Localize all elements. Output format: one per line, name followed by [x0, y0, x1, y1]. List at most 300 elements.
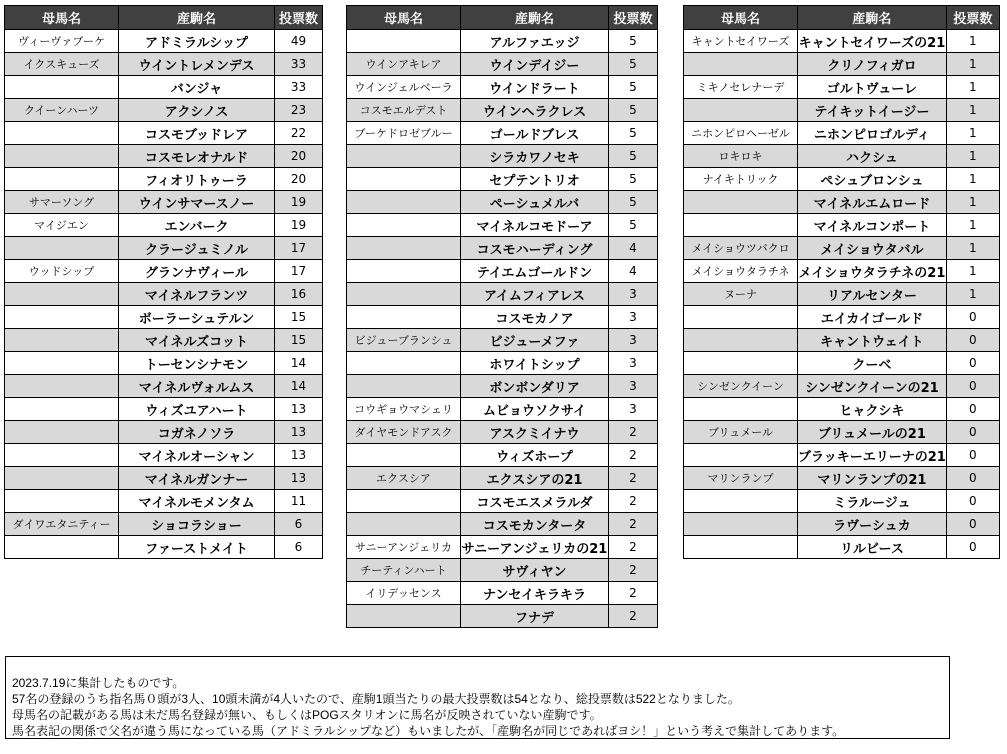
votes-cell: 16: [275, 283, 323, 306]
foal-cell: コスモカノア: [461, 306, 609, 329]
votes-cell: 0: [946, 467, 999, 490]
votes-cell: 23: [275, 99, 323, 122]
table-row: [347, 30, 658, 53]
foal-cell: コスモブッドレア: [119, 122, 275, 145]
header-row: [5, 6, 323, 30]
votes-cell: 6: [275, 536, 323, 559]
foal-cell: マイネルガンナー: [119, 467, 275, 490]
foal-cell: メイショウタバル: [798, 237, 947, 260]
mare-cell: [347, 306, 461, 329]
votes-cell: 3: [609, 398, 658, 421]
votes-cell: 5: [609, 122, 658, 145]
votes-cell: 13: [275, 467, 323, 490]
vote-table-1: [4, 5, 323, 559]
votes-cell: 13: [275, 421, 323, 444]
foal-cell: グランナヴィール: [119, 260, 275, 283]
votes-cell: 2: [609, 582, 658, 605]
mare-cell: ヌーナ: [684, 283, 798, 306]
mare-cell: [684, 398, 798, 421]
foal-cell: リルビース: [798, 536, 947, 559]
mare-cell: ウインアキレア: [347, 53, 461, 76]
mare-cell: [5, 444, 119, 467]
table-row: [5, 260, 323, 283]
mare-cell: [5, 490, 119, 513]
table-row: [684, 283, 1000, 306]
table-row: [5, 421, 323, 444]
votes-cell: 19: [275, 191, 323, 214]
table-row: [347, 214, 658, 237]
foal-cell: サニーアンジェリカの21: [461, 536, 609, 559]
mare-cell: シンゼンクイーン: [684, 375, 798, 398]
mare-cell: [347, 237, 461, 260]
table-row: [684, 375, 1000, 398]
header-mare: 母馬名: [5, 6, 119, 30]
foal-cell: アドミラルシップ: [119, 30, 275, 53]
votes-cell: 2: [609, 467, 658, 490]
table-row: [5, 467, 323, 490]
votes-cell: 0: [946, 444, 999, 467]
mare-cell: [5, 283, 119, 306]
table-row: [5, 76, 323, 99]
mare-cell: [347, 605, 461, 628]
table-row: [684, 191, 1000, 214]
mare-cell: [5, 421, 119, 444]
votes-cell: 19: [275, 214, 323, 237]
table-row: [347, 260, 658, 283]
table-row: [5, 306, 323, 329]
foal-cell: コスモカンタータ: [461, 513, 609, 536]
table-row: [684, 536, 1000, 559]
foal-cell: マイネルズコット: [119, 329, 275, 352]
foal-cell: ウィズホープ: [461, 444, 609, 467]
votes-cell: 3: [609, 375, 658, 398]
foal-cell: テイエムゴールドン: [461, 260, 609, 283]
mare-cell: [347, 214, 461, 237]
mare-cell: キャントセイワーズ: [684, 30, 798, 53]
votes-cell: 17: [275, 260, 323, 283]
table-row: [684, 260, 1000, 283]
foal-cell: テイキットイージー: [798, 99, 947, 122]
table-row: [5, 237, 323, 260]
votes-cell: 4: [609, 237, 658, 260]
votes-cell: 1: [946, 214, 999, 237]
foal-cell: キャントセイワーズの21: [798, 30, 947, 53]
votes-cell: 5: [609, 30, 658, 53]
mare-cell: [5, 467, 119, 490]
mare-cell: [5, 168, 119, 191]
note-line: 57名の登録のうち指名馬０頭が3人、10頭未満が4人いたので、産駒1頭当たりの最大投票数は54となり、総投票数は522となりました。: [12, 692, 740, 706]
votes-cell: 49: [275, 30, 323, 53]
votes-cell: 33: [275, 76, 323, 99]
table-row: [684, 237, 1000, 260]
mare-cell: [684, 306, 798, 329]
votes-cell: 1: [946, 122, 999, 145]
mare-cell: チーティンハート: [347, 559, 461, 582]
header-row: [684, 6, 1000, 30]
foal-cell: ファーストメイト: [119, 536, 275, 559]
foal-cell: セプテントリオ: [461, 168, 609, 191]
foal-cell: ウイントレメンデス: [119, 53, 275, 76]
table-row: [684, 398, 1000, 421]
votes-cell: 5: [609, 76, 658, 99]
votes-cell: 0: [946, 398, 999, 421]
mare-cell: [684, 536, 798, 559]
table-row: [5, 168, 323, 191]
votes-cell: 0: [946, 329, 999, 352]
foal-cell: ゴールドブレス: [461, 122, 609, 145]
foal-cell: マイネルエムロード: [798, 191, 947, 214]
header-row: [347, 6, 658, 30]
notes-box: [5, 656, 950, 739]
votes-cell: 5: [609, 168, 658, 191]
mare-cell: コウギョウマシェリ: [347, 398, 461, 421]
table-row: [347, 513, 658, 536]
mare-cell: エクスシア: [347, 467, 461, 490]
mare-cell: [347, 283, 461, 306]
foal-cell: コスモレオナルド: [119, 145, 275, 168]
mare-cell: ロキロキ: [684, 145, 798, 168]
mare-cell: [684, 513, 798, 536]
mare-cell: [347, 145, 461, 168]
table-row: [347, 421, 658, 444]
table-row: [684, 122, 1000, 145]
votes-cell: 3: [609, 306, 658, 329]
mare-cell: ビジューブランシュ: [347, 329, 461, 352]
votes-cell: 2: [609, 490, 658, 513]
mare-cell: コスモエルデスト: [347, 99, 461, 122]
table-row: [347, 237, 658, 260]
foal-cell: ムビョウソクサイ: [461, 398, 609, 421]
header-votes: 投票数: [275, 6, 323, 30]
table-row: [5, 329, 323, 352]
votes-cell: 5: [609, 99, 658, 122]
votes-cell: 1: [946, 260, 999, 283]
votes-cell: 1: [946, 283, 999, 306]
foal-cell: ビジューメファ: [461, 329, 609, 352]
votes-cell: 13: [275, 398, 323, 421]
foal-cell: マイネルコンポート: [798, 214, 947, 237]
mare-cell: ブーケドロゼブルー: [347, 122, 461, 145]
votes-cell: 1: [946, 191, 999, 214]
table-row: [684, 352, 1000, 375]
foal-cell: マイネルモメンタム: [119, 490, 275, 513]
mare-cell: ウッドシップ: [5, 260, 119, 283]
table-row: [5, 398, 323, 421]
mare-cell: [347, 490, 461, 513]
votes-cell: 15: [275, 306, 323, 329]
votes-cell: 22: [275, 122, 323, 145]
foal-cell: エイカイゴールド: [798, 306, 947, 329]
foal-cell: シンゼンクイーンの21: [798, 375, 947, 398]
foal-cell: ボーラーシュテルン: [119, 306, 275, 329]
table-row: [347, 444, 658, 467]
table-row: [347, 283, 658, 306]
table-row: [684, 214, 1000, 237]
mare-cell: [684, 191, 798, 214]
votes-cell: 20: [275, 168, 323, 191]
mare-cell: [5, 398, 119, 421]
votes-cell: 5: [609, 53, 658, 76]
header-foal: 産駒名: [798, 6, 947, 30]
foal-cell: アルファエッジ: [461, 30, 609, 53]
mare-cell: [347, 168, 461, 191]
mare-cell: ダイヤモンドアスク: [347, 421, 461, 444]
votes-cell: 1: [946, 237, 999, 260]
votes-cell: 0: [946, 536, 999, 559]
table-row: [347, 145, 658, 168]
foal-cell: メイショウタラチネの21: [798, 260, 947, 283]
foal-cell: マイネルオーシャン: [119, 444, 275, 467]
vote-table-3: [683, 5, 1000, 559]
table-row: [347, 122, 658, 145]
table-row: [347, 306, 658, 329]
table-row: [5, 99, 323, 122]
mare-cell: [684, 444, 798, 467]
foal-cell: マリンランプの21: [798, 467, 947, 490]
foal-cell: ニホンピロゴルディ: [798, 122, 947, 145]
votes-cell: 13: [275, 444, 323, 467]
mare-cell: サニーアンジェリカ: [347, 536, 461, 559]
note-line: 2023.7.19に集計したものです。: [12, 676, 185, 690]
foal-cell: ウインヘラクレス: [461, 99, 609, 122]
foal-cell: シラカワノセキ: [461, 145, 609, 168]
table-row: [684, 168, 1000, 191]
mare-cell: [347, 444, 461, 467]
votes-cell: 14: [275, 375, 323, 398]
foal-cell: ショコラショー: [119, 513, 275, 536]
table-row: [347, 559, 658, 582]
foal-cell: マイネルフランツ: [119, 283, 275, 306]
foal-cell: ミラルージュ: [798, 490, 947, 513]
foal-cell: エンバーク: [119, 214, 275, 237]
votes-cell: 1: [946, 99, 999, 122]
votes-cell: 0: [946, 352, 999, 375]
votes-cell: 20: [275, 145, 323, 168]
votes-cell: 5: [609, 191, 658, 214]
votes-cell: 5: [609, 214, 658, 237]
table-row: [5, 513, 323, 536]
table-row: [347, 329, 658, 352]
table-row: [5, 352, 323, 375]
mare-cell: [5, 145, 119, 168]
table-row: [347, 582, 658, 605]
mare-cell: メイショウタラチネ: [684, 260, 798, 283]
table-row: [684, 76, 1000, 99]
table-row: [5, 536, 323, 559]
votes-cell: 17: [275, 237, 323, 260]
mare-cell: [5, 306, 119, 329]
table-row: [5, 53, 323, 76]
mare-cell: [684, 99, 798, 122]
votes-cell: 2: [609, 559, 658, 582]
foal-cell: サヴィヤン: [461, 559, 609, 582]
mare-cell: [684, 214, 798, 237]
table-row: [684, 467, 1000, 490]
mare-cell: ダイワエタニティー: [5, 513, 119, 536]
table-row: [5, 444, 323, 467]
table-row: [5, 191, 323, 214]
mare-cell: マイジエン: [5, 214, 119, 237]
mare-cell: [5, 76, 119, 99]
foal-cell: ブリュメールの21: [798, 421, 947, 444]
votes-cell: 5: [609, 145, 658, 168]
foal-cell: コスモハーディング: [461, 237, 609, 260]
votes-cell: 3: [609, 352, 658, 375]
table-row: [5, 145, 323, 168]
table-row: [347, 398, 658, 421]
mare-cell: イクスキューズ: [5, 53, 119, 76]
votes-cell: 2: [609, 513, 658, 536]
foal-cell: ホワイトシップ: [461, 352, 609, 375]
votes-cell: 2: [609, 421, 658, 444]
table-row: [347, 53, 658, 76]
foal-cell: ペシュブロンシュ: [798, 168, 947, 191]
mare-cell: サマーソング: [5, 191, 119, 214]
mare-cell: [347, 30, 461, 53]
votes-cell: 15: [275, 329, 323, 352]
foal-cell: フィオリトゥーラ: [119, 168, 275, 191]
mare-cell: [5, 329, 119, 352]
mare-cell: ミキノセレナーデ: [684, 76, 798, 99]
foal-cell: リアルセンター: [798, 283, 947, 306]
table-row: [5, 122, 323, 145]
header-foal: 産駒名: [119, 6, 275, 30]
votes-cell: 1: [946, 145, 999, 168]
table-row: [5, 490, 323, 513]
table-row: [347, 605, 658, 628]
mare-cell: [684, 53, 798, 76]
votes-cell: 2: [609, 444, 658, 467]
foal-cell: アクシノス: [119, 99, 275, 122]
votes-cell: 11: [275, 490, 323, 513]
foal-cell: コスモエスメラルダ: [461, 490, 609, 513]
foal-cell: クーベ: [798, 352, 947, 375]
mare-cell: [347, 513, 461, 536]
votes-cell: 0: [946, 421, 999, 444]
mare-cell: [5, 352, 119, 375]
table-row: [347, 467, 658, 490]
table-row: [684, 329, 1000, 352]
table-row: [684, 306, 1000, 329]
table-row: [684, 513, 1000, 536]
foal-cell: ヒャクシキ: [798, 398, 947, 421]
mare-cell: マリンランプ: [684, 467, 798, 490]
table-row: [5, 30, 323, 53]
mare-cell: ニホンピロヘーゼル: [684, 122, 798, 145]
foal-cell: クラージュミノル: [119, 237, 275, 260]
header-foal: 産駒名: [461, 6, 609, 30]
mare-cell: [5, 375, 119, 398]
mare-cell: [347, 191, 461, 214]
foal-cell: ハクシュ: [798, 145, 947, 168]
foal-cell: キャントウェイト: [798, 329, 947, 352]
foal-cell: アスクミイナウ: [461, 421, 609, 444]
table-row: [347, 536, 658, 559]
votes-cell: 3: [609, 283, 658, 306]
table-row: [347, 76, 658, 99]
table-row: [347, 352, 658, 375]
mare-cell: [347, 352, 461, 375]
mare-cell: [5, 237, 119, 260]
table-row: [684, 421, 1000, 444]
foal-cell: マイネルコモドーア: [461, 214, 609, 237]
table-row: [684, 53, 1000, 76]
table-row: [347, 168, 658, 191]
note-line: 馬名表記の関係で父名が違う馬になっている馬（アドミラルシップなど）もいましたが、「産駒名が同じであればヨシ！」という考えで集計してあります。: [12, 724, 845, 738]
votes-cell: 1: [946, 30, 999, 53]
votes-cell: 33: [275, 53, 323, 76]
table-row: [5, 214, 323, 237]
table-row: [5, 283, 323, 306]
foal-cell: コガネノソラ: [119, 421, 275, 444]
mare-cell: [347, 260, 461, 283]
foal-cell: マイネルヴォルムス: [119, 375, 275, 398]
mare-cell: [684, 490, 798, 513]
votes-cell: 0: [946, 513, 999, 536]
votes-cell: 14: [275, 352, 323, 375]
mare-cell: クイーンハーツ: [5, 99, 119, 122]
votes-cell: 2: [609, 536, 658, 559]
foal-cell: ラヴーシュカ: [798, 513, 947, 536]
vote-table-2: [346, 5, 658, 628]
votes-cell: 6: [275, 513, 323, 536]
foal-cell: ゴルトヴューレ: [798, 76, 947, 99]
votes-cell: 1: [946, 168, 999, 191]
votes-cell: 0: [946, 490, 999, 513]
mare-cell: ウインジェルベーラ: [347, 76, 461, 99]
foal-cell: ボンボンダリア: [461, 375, 609, 398]
votes-cell: 1: [946, 76, 999, 99]
mare-cell: [5, 536, 119, 559]
mare-cell: ヴィーヴァブーケ: [5, 30, 119, 53]
foal-cell: アイムフィアレス: [461, 283, 609, 306]
header-votes: 投票数: [946, 6, 999, 30]
foal-cell: トーセンシナモン: [119, 352, 275, 375]
mare-cell: イリデッセンス: [347, 582, 461, 605]
foal-cell: ウィズユアハート: [119, 398, 275, 421]
foal-cell: ブラッキーエリーナの21: [798, 444, 947, 467]
table-row: [684, 99, 1000, 122]
note-line: 母馬名の記載がある馬は未だ馬名登録が無い、もしくはPOGスタリオンに馬名が反映されていない産駒です。: [12, 708, 602, 722]
table-row: [347, 490, 658, 513]
votes-cell: 2: [609, 605, 658, 628]
header-mare: 母馬名: [684, 6, 798, 30]
foal-cell: エクスシアの21: [461, 467, 609, 490]
mare-cell: [684, 329, 798, 352]
mare-cell: [684, 352, 798, 375]
table-row: [347, 191, 658, 214]
foal-cell: フナデ: [461, 605, 609, 628]
votes-cell: 4: [609, 260, 658, 283]
mare-cell: [347, 375, 461, 398]
foal-cell: バンジャ: [119, 76, 275, 99]
votes-cell: 0: [946, 375, 999, 398]
table-row: [684, 490, 1000, 513]
mare-cell: ナイキトリック: [684, 168, 798, 191]
table-row: [684, 30, 1000, 53]
foal-cell: ペーシュメルバ: [461, 191, 609, 214]
votes-cell: 3: [609, 329, 658, 352]
table-row: [5, 375, 323, 398]
foal-cell: ウインドラート: [461, 76, 609, 99]
table-row: [684, 145, 1000, 168]
mare-cell: ブリュメール: [684, 421, 798, 444]
votes-cell: 1: [946, 53, 999, 76]
foal-cell: ウインサマースノー: [119, 191, 275, 214]
table-row: [684, 444, 1000, 467]
table-row: [347, 375, 658, 398]
mare-cell: [5, 122, 119, 145]
